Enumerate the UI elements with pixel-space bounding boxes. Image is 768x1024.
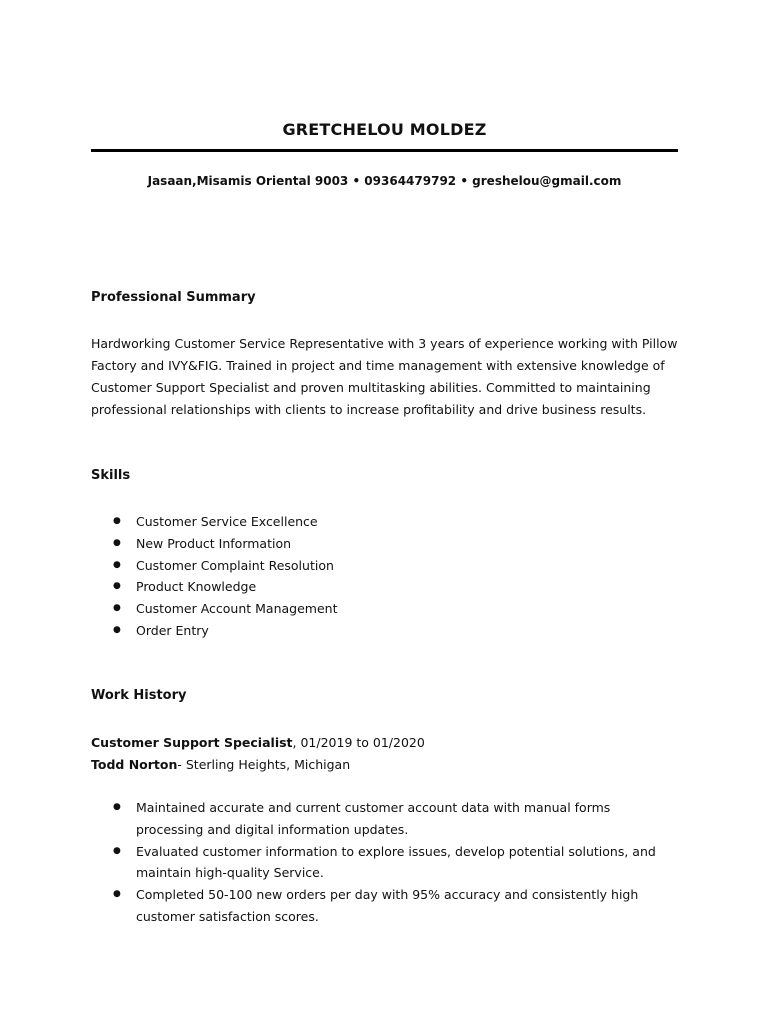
header-divider <box>91 149 678 152</box>
skill-item: ● Order Entry <box>91 620 337 642</box>
job-dates: , 01/2019 to 01/2020 <box>292 735 425 750</box>
job-title: Customer Support Specialist <box>91 735 293 750</box>
skills-list <box>91 511 337 642</box>
skill-item: ● Product Knowledge <box>91 576 337 598</box>
job-duty-item: ● Maintained accurate and current customer account data with manual forms processing and digital information updates. <box>91 797 681 841</box>
job-duties-list <box>91 797 681 928</box>
skills-heading: Skills <box>91 468 131 483</box>
skill-item: ● Customer Service Excellence <box>91 511 337 533</box>
job-employer: Todd Norton <box>91 757 178 772</box>
summary-heading: Professional Summary <box>91 290 256 305</box>
work-history-heading: Work History <box>91 688 187 703</box>
skill-item: ● New Product Information <box>91 533 337 555</box>
job-duty-item: ● Evaluated customer information to explore issues, develop potential solutions, and maintain high-quality Service. <box>91 841 681 885</box>
job-title-line <box>91 733 425 753</box>
contact-line: Jasaan,Misamis Oriental 9003 • 09364479792 • greshelou@gmail.com <box>147 174 622 188</box>
job-employer-line <box>91 755 350 775</box>
job-location: - Sterling Heights, Michigan <box>177 757 351 772</box>
job-duty-item: ● Completed 50-100 new orders per day with 95% accuracy and consistently high customer satisfaction scores. <box>91 884 681 928</box>
summary-text: Hardworking Customer Service Representative with 3 years of experience working with Pillow Factory and IVY&FIG. Trained in project and time management with extensive knowledge of Customer Support Specialist and proven multitasking abilities. Committed to maintaining professional relationships with clients to increase profitability and drive business results. <box>91 336 678 417</box>
skill-item: ● Customer Account Management <box>91 598 337 620</box>
skill-item: ● Customer Complaint Resolution <box>91 555 337 577</box>
candidate-name: GRETCHELOU MOLDEZ <box>282 120 487 139</box>
